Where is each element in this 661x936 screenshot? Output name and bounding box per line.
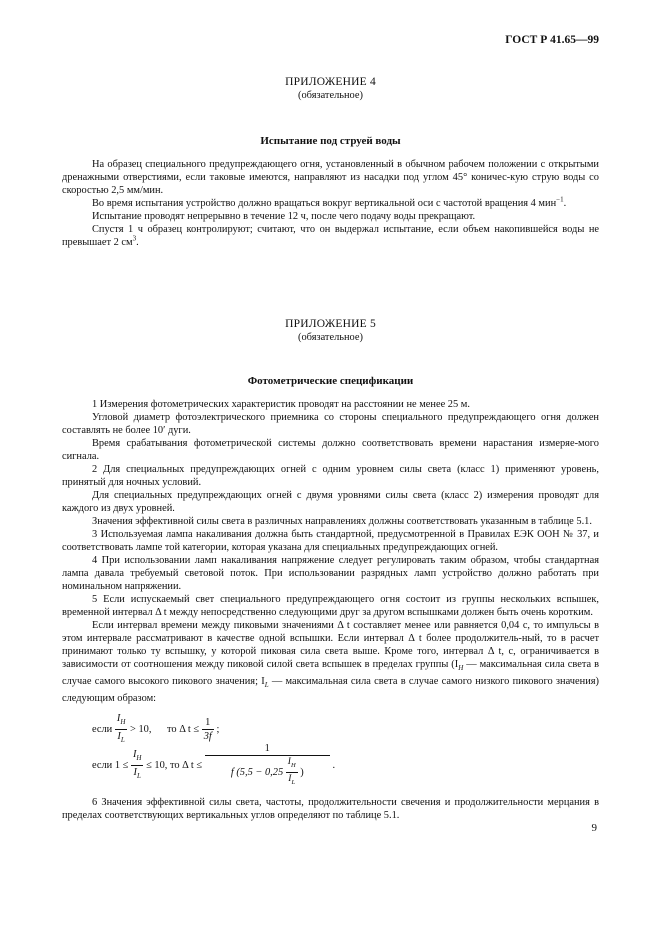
formula-1: если $\frac{I_H}{I_L}$ > 10, то Δ t ≤ $\frac{1}{3f}$ ;: [92, 712, 492, 747]
appendix-title: ПРИЛОЖЕНИЕ 5: [285, 318, 376, 330]
paragraph: 1 Измерения фотометрических характеристик проводят на расстоянии не менее 25 м.: [92, 399, 470, 410]
appendix-4-title-block: [0, 76, 661, 102]
page-number: 9: [591, 822, 597, 834]
document-header: ГОСТ Р 41.65—99: [505, 34, 599, 46]
paragraph: Угловой диаметр фотоэлектрического приемника со стороны специального предупреждающего огня должен составлять не более 10′ дуги.: [62, 412, 599, 436]
paragraph: 5 Если испускаемый свет специального предупреждающего огня состоит из группы нескольких вспышек, временной интервал Δ t между непосредственно следующими друг за другом вспышками должен быть очень коротким.: [62, 594, 599, 618]
paragraph: На образец специального предупреждающего огня, установленный в обычном рабочем положении с открытыми дренажными отверстиями, если таковые имеются, направляют из насадки под углом 45° коничес-кую струю воды со скоростью 2,5 мм/мин.: [62, 159, 599, 196]
paragraph: 3 Используемая лампа накаливания должна быть стандартной, предусмотренной в Правилах ЕЭК ООН № 37, и соответствовать лампе той категории, которая указана для специальных предупреждающих огней.: [62, 529, 599, 553]
formula-2: если 1 ≤ $\frac{I_H}{I_L}$ ≤ 10, то Δ t ≤ 1 f (5,5 − 0,25 $\frac{I_H}{I_L}$ ) .: [92, 742, 492, 789]
section-heading: Испытание под струей воды: [260, 135, 401, 147]
paragraph: Значения эффективной силы света в различных направлениях должны соответствовать указанным в таблице 5.1.: [92, 516, 592, 527]
fraction-ih-il: $\frac{I_H}{I_L}$: [132, 748, 142, 780]
paragraph: Время срабатывания фотометрической системы должно соответствовать времени нарастания измеряе-мого сигнала.: [62, 438, 599, 462]
paragraph: Спустя 1 ч образец контролируют; считают, что он выдержал испытание, если объем накопившейся воды не превышает 2 $см^3$.: [62, 224, 599, 248]
paragraph: 6 Значения эффективной силы света, частоты, продолжительности свечения и продолжительности мерцания в пределах соответствующих вертикальных углов определяют по таблице 5.1.: [62, 797, 599, 821]
fraction-ih-il: $\frac{I_H}{I_L}$: [116, 713, 126, 745]
paragraph: 4 При использовании ламп накаливания напряжение следует регулировать таким образом, чтобы стандартная лампа давала требуемый световой поток. При использовании разрядных ламп устройство должно работать при номинальном напряжении.: [62, 555, 599, 592]
paragraph: Если интервал времени между пиковыми значениями Δ t составляет менее или равняется 0,04 с, то импульсы в этом интервале рассматривают в качестве одной вспышки. Если интервал Δ t более продолжитель-ный, то в расчет принимают только ту вспышку, у которой пиковая сила света выше. Кроме того, интервал Δ t, с, ограничивается в зависимости от соотношения между пиковой силой света вспышек в пределах группы ($I_H$ — максимальная сила света в случае самого высокого пикового значения; $I_L$ — максимальная сила света в случае самого низкого пикового значения) следующим образом:: [62, 620, 599, 705]
fraction-long: 1 f (5,5 − 0,25 $\frac{I_H}{I_L}$ ): [205, 742, 330, 789]
paragraph: Во время испытания устройство должно вращаться вокруг вертикальной оси с частотой вращения 4 мин$^{-1}$.: [92, 195, 567, 209]
appendix-5-title-block: [0, 318, 661, 344]
appendix-subtitle: (обязательное): [298, 332, 363, 343]
appendix-subtitle: (обязательное): [298, 90, 363, 101]
paragraph: 2 Для специальных предупреждающих огней с одним уровнем силы света (класс 1) применяют уровень, принятый для ночных условий.: [62, 464, 599, 488]
section-heading: Фотометрические спецификации: [247, 375, 414, 387]
fraction-1-3f: $\frac{1}{3f}$: [203, 717, 212, 743]
appendix-title: ПРИЛОЖЕНИЕ 4: [285, 76, 376, 88]
paragraph: Для специальных предупреждающих огней с двумя уровнями силы света (класс 2) измерения проводят для каждого из двух уровней.: [62, 490, 599, 514]
appendix-5-tail: [62, 796, 599, 822]
appendix-5-body: [62, 398, 599, 705]
paragraph: Испытание проводят непрерывно в течение 12 ч, после чего подачу воды прекращают.: [92, 211, 476, 222]
appendix-4-body: [62, 158, 599, 249]
